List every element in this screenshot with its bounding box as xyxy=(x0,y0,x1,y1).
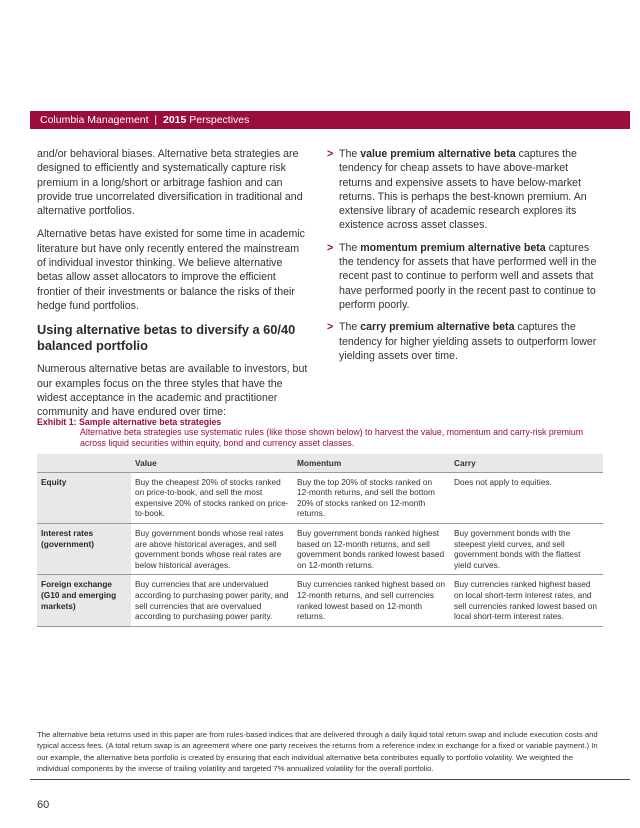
table-cell: Buy the cheapest 20% of stocks ranked on price-to-book, and sell the most expensive 20% of stocks ranked on price-to-book. xyxy=(131,472,293,523)
table-cell: Does not apply to equities. xyxy=(450,472,603,523)
row-label-interest-rates: Interest rates (government) xyxy=(37,523,131,574)
table-cell: Buy the top 20% of stocks ranked on 12-month returns, and sell the bottom 20% of stocks ranked on 12-month returns. xyxy=(293,472,450,523)
exhibit-title: Exhibit 1: Sample alternative beta strategies xyxy=(37,417,222,427)
column-header-blank xyxy=(37,454,131,472)
bullet-text-pre: The xyxy=(339,321,361,334)
left-column xyxy=(37,147,309,428)
table-cell: Buy government bonds ranked highest based on 12-month returns, and sell government bonds ranked lowest based on 12-month returns. xyxy=(293,523,450,574)
header-banner xyxy=(30,111,630,129)
bullet-term: carry premium alternative beta xyxy=(360,321,515,334)
footer-divider xyxy=(30,779,630,780)
table-cell: Buy government bonds with the steepest yield curves, and sell government bonds with the flattest yield curves. xyxy=(450,523,603,574)
bullet-marker: > xyxy=(327,321,334,334)
bullet-text: captures the tendency for higher yielding assets to outperform lower yielding assets over time. xyxy=(339,321,597,362)
bullet-text-pre: The xyxy=(339,241,361,254)
bullet-marker: > xyxy=(327,148,334,160)
table-row xyxy=(37,523,603,574)
right-column xyxy=(327,147,602,371)
bullet-term: momentum premium alternative beta xyxy=(360,241,546,254)
row-label-equity: Equity xyxy=(37,472,131,523)
table-cell: Buy currencies that are undervalued according to purchasing power parity, and sell currencies that are overvalued according to purchasing power parity. xyxy=(131,575,293,626)
intro-paragraph: and/or behavioral biases. Alternative beta strategies are designed to efficiently and systematically capture risk premium in a long/short or arbitrage fashion and can provide true uncorrelated diversification in traditional and alternative portfolios. xyxy=(37,148,303,218)
footnote: The alternative beta returns used in this paper are from rules-based indices that are delivered through a daily liquid total return swap and include execution costs and typical access fees. (A total return swap is an agreement where one party receives the returns from a reference index in exchange for a fixed or variable payment.) In our example, the alternative beta portfolio is created by ensuring that each individual alternative beta contributes equally to portfolio volatility. We weighted the individual components by the inverse of trailing volatility and targeted 7% annualized volatility for the overall portfolio. xyxy=(37,730,598,773)
column-header-carry: Carry xyxy=(450,454,603,472)
table-row xyxy=(37,575,603,626)
bullet-text: captures the tendency for cheap assets to have above-market returns and expensive assets to have below-market returns. This is perhaps the best-known premium. An extensive library of academic research explores its existence across asset classes. xyxy=(339,148,587,232)
carry-premium-bullet xyxy=(327,320,602,363)
table-row xyxy=(37,472,603,523)
row-label-foreign-exchange: Foreign exchange (G10 and emerging markets) xyxy=(37,575,131,626)
bullet-text: captures the tendency for assets that have performed well in the recent past to continue to perform well and assets that have performed poorly in the recent past to continue to perform poorly. xyxy=(339,241,597,311)
table-cell: Buy currencies ranked highest based on 12-month returns, and sell currencies ranked lowest based on 12-month returns. xyxy=(293,575,450,626)
column-header-value: Value xyxy=(131,454,293,472)
banner-year: 2015 xyxy=(162,114,187,126)
banner-separator: | xyxy=(154,114,158,126)
page-number: 60 xyxy=(37,799,50,811)
styles-paragraph: Numerous alternative betas are available to investors, but our examples focus on the three styles that have the widest acceptance in the academic and practitioner community and have endured over time: xyxy=(37,363,308,419)
table-header-row xyxy=(37,454,603,472)
bullet-text-pre: The xyxy=(339,148,361,160)
value-premium-bullet xyxy=(327,147,602,233)
exhibit-subtitle: Alternative beta strategies use systematic rules (like those shown below) to harvest the value, momentum and carry-risk premium across liquid securities within equity, bond and currency asset classes. xyxy=(80,427,584,448)
bullet-term: value premium alternative beta xyxy=(360,148,516,160)
banner-section: Perspectives xyxy=(189,114,250,126)
strategies-table xyxy=(37,454,603,627)
table-cell: Buy currencies ranked highest based on local short-term interest rates, and sell currencies ranked lowest based on local short-term interest rates. xyxy=(450,575,603,626)
column-header-momentum: Momentum xyxy=(293,454,450,472)
context-paragraph: Alternative betas have existed for some time in academic literature but have only recently entered the mainstream of individual investor thinking. We believe alternative betas allow asset allocators to improve the efficient frontier of their investments or balance the risks of their hedge fund portfolios. xyxy=(37,228,305,312)
momentum-premium-bullet xyxy=(327,241,602,312)
table-cell: Buy government bonds whose real rates are above historical averages, and sell government bonds whose real rates are below historical averages. xyxy=(131,523,293,574)
bullet-marker: > xyxy=(327,241,334,254)
section-heading: Using alternative betas to diversify a 60/40 balanced portfolio xyxy=(37,322,296,354)
banner-brand: Columbia Management xyxy=(40,114,149,126)
